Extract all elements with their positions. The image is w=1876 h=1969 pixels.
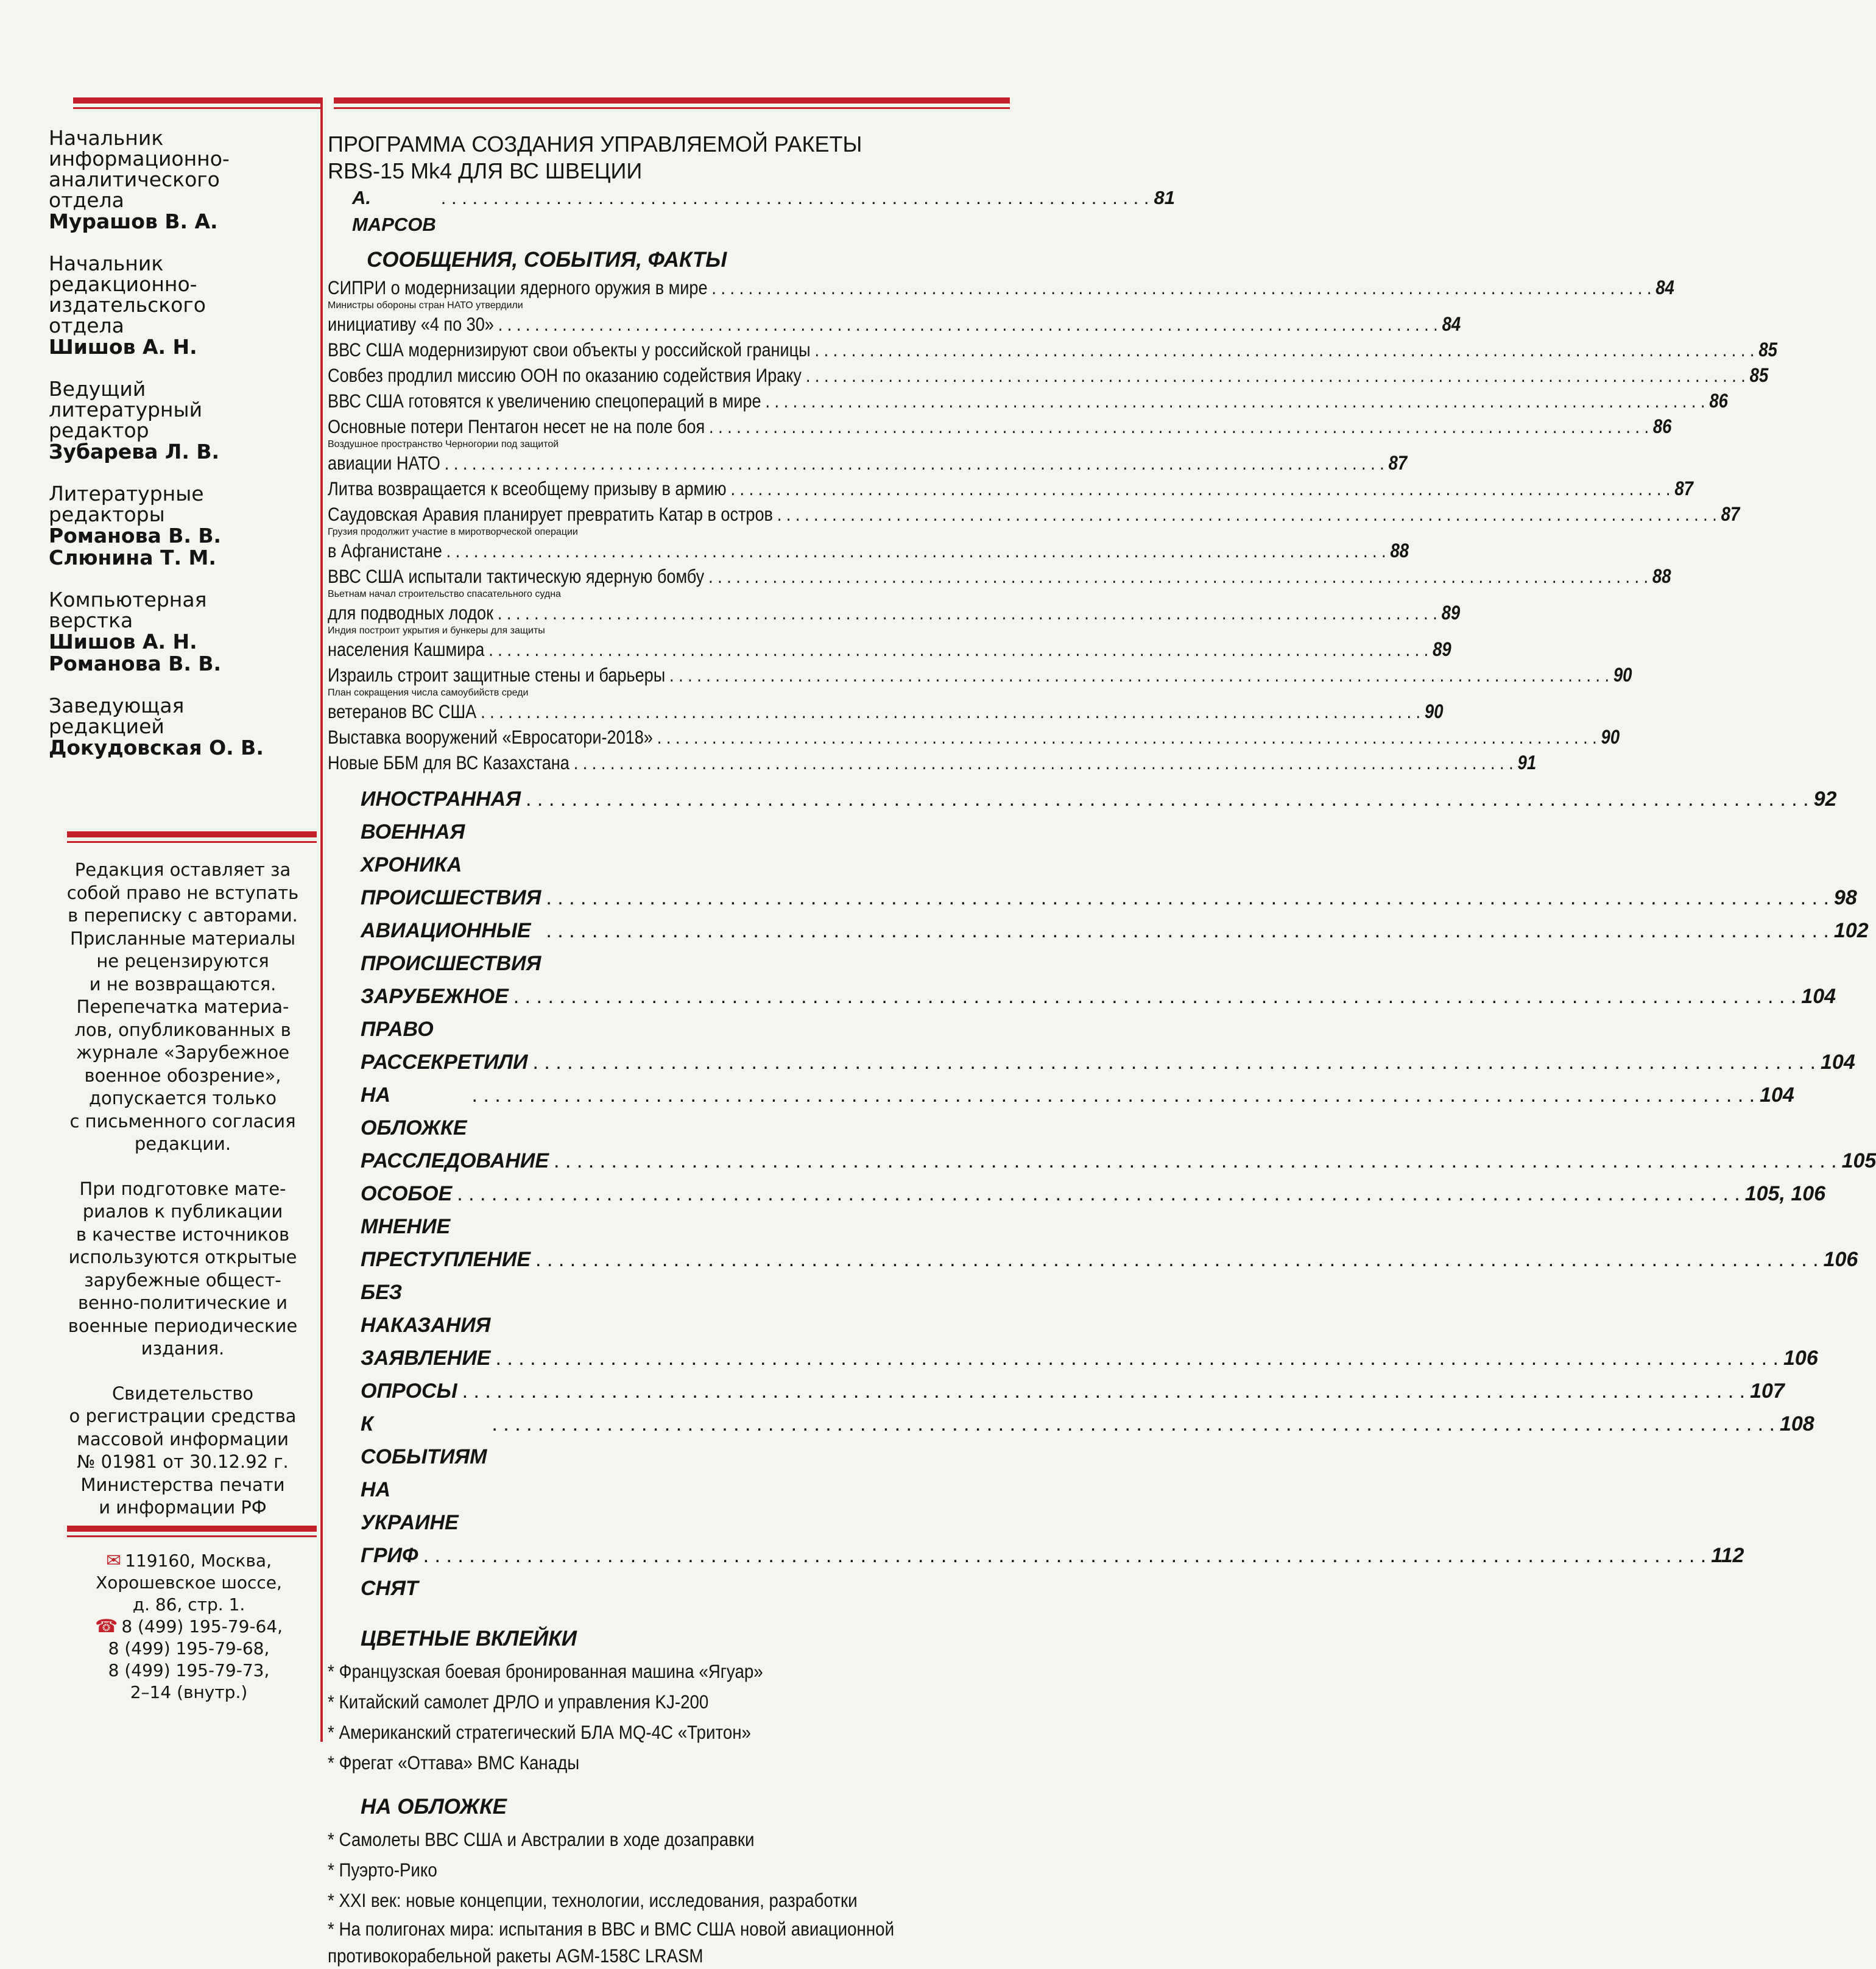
- leader-dots: [446, 538, 1386, 563]
- toc-rubric-row[interactable]: [328, 1177, 1826, 1243]
- note-line: собой право не вступать: [66, 882, 299, 903]
- toc-rubric-title: ОПРОСЫ: [361, 1379, 457, 1403]
- note-line: № 01981 от 30.12.92 г.: [77, 1451, 289, 1472]
- inserts-heading: ЦВЕТНЫЕ ВКЛЕЙКИ: [361, 1627, 577, 1650]
- column-divider: [320, 97, 323, 1742]
- note-line: Редакция оставляет за: [74, 859, 291, 880]
- toc-news-line: Индия построит укрытия и бункеры для защиты: [328, 625, 545, 636]
- toc-news-item[interactable]: [328, 527, 1409, 563]
- staff-role-line: аналитического: [49, 167, 220, 191]
- toc-news-title: Литва возвращается к всеобщему призыву в армию: [328, 477, 727, 499]
- leader-dots: [492, 1407, 1775, 1440]
- address-line-2: Хорошевское шоссе,: [96, 1573, 282, 1593]
- leader-dots: [777, 501, 1717, 527]
- leader-dots: [806, 362, 1746, 388]
- leader-dots: [526, 783, 1809, 815]
- toc-news-page: 88: [1652, 565, 1671, 587]
- insert-item: * Французская боевая бронированная машина «Ягуар»: [328, 1660, 763, 1682]
- toc-rubric-title: ОСОБОЕ МНЕНИЕ: [361, 1182, 453, 1238]
- toc-news-row: [328, 476, 1693, 501]
- toc-rubric-title: ИНОСТРАННАЯ ВОЕННАЯ ХРОНИКА: [361, 787, 521, 876]
- toc-rubric-page: 108: [1779, 1412, 1814, 1435]
- toc-news-row: [328, 450, 1408, 476]
- leader-dots: [445, 450, 1384, 476]
- staff-role-line: отдела: [49, 314, 124, 337]
- toc-news-title: авиации НАТО: [328, 452, 440, 474]
- staff-role-line: Литературные: [49, 482, 204, 505]
- article-author-row[interactable]: [328, 185, 1175, 238]
- contacts: [61, 1550, 317, 1703]
- leader-dots: [462, 1375, 1746, 1407]
- toc-news-row: [328, 501, 1740, 527]
- toc-news-page: 90: [1601, 726, 1620, 748]
- toc-news-title: Основные потери Пентагон несет не на поле боя: [328, 415, 705, 437]
- toc-news-line: План сокращения числа самоубийств среди: [328, 688, 529, 698]
- leader-dots: [574, 750, 1514, 775]
- leader-dots: [657, 724, 1597, 750]
- note-line: Министерства печати: [80, 1474, 285, 1495]
- toc-rubric-page: 104: [1801, 985, 1836, 1008]
- toc-news-item[interactable]: [328, 388, 1728, 414]
- article-title-line-2[interactable]: RBS-15 Mk4 ДЛЯ ВС ШВЕЦИИ: [328, 158, 643, 183]
- staff-block: [49, 484, 311, 569]
- toc-news-item[interactable]: [328, 439, 1408, 476]
- toc-rubric-row[interactable]: [328, 914, 1869, 980]
- address-line-3: д. 86, стр. 1.: [132, 1594, 245, 1615]
- toc-news-page: 85: [1758, 339, 1777, 361]
- leader-dots: [669, 662, 1609, 688]
- note-paragraph: [49, 1178, 317, 1361]
- toc-news-title: в Афганистане: [328, 540, 442, 562]
- toc-news-title: Новые ББМ для ВС Казахстана: [328, 752, 570, 773]
- toc-news-page: 85: [1749, 364, 1769, 386]
- top-rule-right: [334, 97, 1010, 104]
- toc-news-row: [328, 636, 1451, 662]
- toc-news-item[interactable]: [328, 275, 1674, 300]
- toc-news-item[interactable]: [328, 501, 1740, 527]
- phone-icon: ☎: [94, 1616, 118, 1637]
- top-rule-thin-left: [73, 107, 323, 109]
- toc-news-page: 87: [1721, 503, 1740, 525]
- note-line: Свидетельство: [111, 1383, 254, 1404]
- toc-news-item[interactable]: [328, 662, 1632, 688]
- note-line: используются открытые: [68, 1247, 297, 1267]
- note-line: журнале «Зарубежное: [76, 1042, 290, 1063]
- staff-role-line: Начальник: [49, 126, 164, 150]
- toc-news-line: Грузия продолжит участие в миротворческой операции: [328, 527, 578, 537]
- inserts-list: [328, 1656, 998, 1778]
- note-line: При подготовке мате-: [79, 1178, 286, 1199]
- toc-news-title: ВВС США модернизируют свои объекты у российской границы: [328, 339, 811, 361]
- toc-news-item[interactable]: [328, 563, 1671, 589]
- toc-rubric-page: 104: [1760, 1083, 1794, 1107]
- toc-news-title: Выставка вооружений «Евросатори-2018»: [328, 726, 653, 748]
- staff-role-line: Ведущий: [49, 377, 146, 401]
- toc-news-item[interactable]: [328, 724, 1620, 750]
- toc-news-page: 86: [1709, 390, 1728, 412]
- staff-name: Романова В. В.: [49, 524, 222, 548]
- toc-news-row: [328, 414, 1672, 439]
- cover-item: * XXI век: новые концепции, технологии, исследования, разработки: [328, 1889, 858, 1911]
- note-line: с письменного согласия: [69, 1110, 296, 1132]
- toc-news-page: 87: [1674, 477, 1693, 499]
- article-title-line-1[interactable]: ПРОГРАММА СОЗДАНИЯ УПРАВЛЯЕМОЙ РАКЕТЫ: [328, 132, 862, 157]
- toc-rubric-title: РАССЕКРЕТИЛИ: [361, 1051, 528, 1074]
- staff-role-line: Компьютерная: [49, 588, 207, 611]
- staff-block: [49, 253, 311, 358]
- toc-news-row: [328, 750, 1537, 775]
- staff-name: Шишов А. Н.: [49, 335, 197, 359]
- toc-news-item[interactable]: [328, 476, 1693, 501]
- staff-role-line: отдела: [49, 188, 124, 212]
- envelope-icon: ✉: [106, 1550, 122, 1571]
- toc-news-row: [328, 311, 1461, 337]
- toc-news-item[interactable]: [328, 414, 1672, 439]
- note-paragraph: [49, 1383, 317, 1520]
- toc-news-row: [328, 362, 1769, 388]
- note-line: о регистрации средства: [69, 1406, 297, 1426]
- news-list: [328, 275, 1777, 775]
- toc-rubric-row[interactable]: [328, 1375, 1785, 1407]
- toc-news-page: 84: [1656, 277, 1674, 298]
- staff-role-line: Заведующая: [49, 694, 185, 717]
- toc-news-page: 89: [1433, 638, 1451, 660]
- toc-news-title: ветеранов ВС США: [328, 700, 477, 722]
- leader-dots: [457, 1177, 1740, 1210]
- note-line: риалов к публикации: [82, 1201, 283, 1222]
- leader-dots: [498, 311, 1438, 337]
- note-line: Перепечатка материа-: [76, 996, 289, 1017]
- note-line: в переписку с авторами.: [68, 905, 298, 926]
- leader-dots: [488, 636, 1428, 662]
- toc-news-row: [328, 388, 1728, 414]
- staff-name: Романова В. В.: [49, 652, 222, 675]
- cover-heading: НА ОБЛОЖКЕ: [361, 1795, 507, 1819]
- leader-dots: [481, 699, 1420, 724]
- toc-news-title: СИПРИ о модернизации ядерного оружия в мире: [328, 277, 708, 298]
- toc-rubric-row[interactable]: [328, 881, 1857, 914]
- note-paragraph: [49, 859, 317, 1156]
- toc-rubric-row[interactable]: [328, 980, 1836, 1046]
- leader-dots: [423, 1539, 1707, 1572]
- toc-news-page: 88: [1390, 540, 1409, 562]
- toc-news-row: [328, 538, 1409, 563]
- toc-news-row: [328, 337, 1777, 362]
- insert-item: * Китайский самолет ДРЛО и управления KJ-200: [328, 1691, 709, 1713]
- toc-news-line: Вьетнам начал строительство спасательного судна: [328, 589, 561, 599]
- toc-news-row: [328, 600, 1461, 625]
- leader-dots: [532, 1046, 1816, 1079]
- insert-item: * Фрегат «Оттава» ВМС Канады: [328, 1752, 580, 1774]
- top-rule-thin-right: [334, 107, 1010, 109]
- toc-rubric-page: 105, 106: [1744, 1182, 1826, 1205]
- left-mid-rule: [67, 831, 317, 837]
- toc-news-title: инициативу «4 по 30»: [328, 313, 494, 335]
- staff-name: Шишов А. Н.: [49, 630, 197, 653]
- note-line: венно-политические и: [77, 1292, 288, 1313]
- toc-rubric-title: ПРОИСШЕСТВИЯ: [361, 886, 541, 909]
- toc-rubric-page: 106: [1823, 1248, 1858, 1271]
- note-line: и не возвращаются.: [89, 973, 277, 995]
- toc-rubric-row[interactable]: [328, 1046, 1855, 1079]
- toc-rubric-title: ЗАЯВЛЕНИЕ: [361, 1347, 491, 1370]
- leader-dots: . . . . . . . . . . . . . . . . . . . . . . . . . . . . . . . . . . . . . . . . . . . . . . . . . . . . . . . . . . . . . . . . . . . .: [440, 187, 1149, 208]
- toc-rubric-row[interactable]: [328, 1407, 1814, 1539]
- toc-news-title: населения Кашмира: [328, 638, 485, 660]
- staff-role-line: литературный: [49, 398, 203, 421]
- left-mid-rule-thin: [67, 841, 317, 843]
- toc-news-page: 89: [1441, 602, 1461, 624]
- toc-rubric-title: К СОБЫТИЯМ НА УКРАИНЕ: [361, 1412, 487, 1534]
- cover-item: * Пуэрто-Рико: [328, 1859, 437, 1881]
- note-line: редакции.: [134, 1133, 231, 1154]
- staff-role-line: редакционно-: [49, 272, 197, 296]
- leader-dots: [472, 1079, 1755, 1111]
- cover-list: [328, 1824, 998, 1969]
- staff-block: [49, 379, 311, 463]
- staff-name: Докудовская О. В.: [49, 736, 264, 759]
- staff-role-line: редакторы: [49, 502, 165, 526]
- toc-news-item[interactable]: [328, 589, 1461, 625]
- rubrics-list: [328, 783, 1876, 1605]
- note-line: Присланные материалы: [69, 928, 296, 949]
- toc-rubric-title: ПРЕСТУПЛЕНИЕ БЕЗ НАКАЗАНИЯ: [361, 1248, 531, 1337]
- phone-line-2: 8 (499) 195-79-68,: [108, 1638, 270, 1658]
- top-rule-left: [73, 97, 323, 104]
- toc-news-row: [328, 662, 1632, 688]
- news-heading: СООБЩЕНИЯ, СОБЫТИЯ, ФАКТЫ: [367, 248, 727, 272]
- leader-dots: [498, 600, 1437, 625]
- leader-dots: [535, 1243, 1819, 1276]
- leader-dots: [708, 563, 1648, 589]
- staff-name: Мурашов В. А.: [49, 210, 218, 233]
- staff-name: Зубарева Л. В.: [49, 440, 220, 463]
- address-line-1: ✉ 119160, Москва,: [106, 1550, 272, 1571]
- toc-news-row: [328, 724, 1620, 750]
- note-line: издания.: [141, 1338, 225, 1359]
- staff-role-line: редактор: [49, 418, 149, 442]
- article-author: А. МАРСОВ: [352, 187, 436, 235]
- toc-rubric-row[interactable]: [328, 1079, 1794, 1144]
- toc-rubric-title: ЗАРУБЕЖНОЕ ПРАВО: [361, 985, 509, 1041]
- staff-block: [49, 590, 311, 675]
- toc-rubric-page: 104: [1821, 1051, 1855, 1074]
- toc-news-line: Воздушное пространство Черногории под защитой: [328, 439, 559, 449]
- phone-line-4: 2–14 (внутр.): [130, 1682, 248, 1702]
- toc-rubric-row[interactable]: [328, 1243, 1858, 1342]
- toc-rubric-title: ГРИФ СНЯТ: [361, 1544, 418, 1600]
- toc-news-item[interactable]: [328, 688, 1444, 724]
- toc-rubric-row[interactable]: [328, 1342, 1818, 1375]
- toc-news-title: для подводных лодок: [328, 602, 493, 624]
- article-page: 81: [1154, 187, 1175, 208]
- toc-news-title: Саудовская Аравия планирует превратить Катар в остров: [328, 503, 773, 525]
- toc-news-page: 84: [1442, 313, 1461, 335]
- note-line: не рецензируются: [96, 951, 269, 971]
- cover-item: * Самолеты ВВС США и Австралии в ходе дозаправки: [328, 1828, 755, 1850]
- toc-rubric-row[interactable]: [328, 783, 1837, 881]
- toc-rubric-page: 105: [1841, 1149, 1876, 1172]
- toc-rubric-page: 107: [1750, 1379, 1785, 1403]
- toc-news-page: 90: [1613, 664, 1632, 686]
- toc-news-item[interactable]: [328, 625, 1451, 662]
- leader-dots: [495, 1342, 1779, 1375]
- toc-rubric-row[interactable]: [328, 1539, 1744, 1605]
- phone-line-3: 8 (499) 195-79-73,: [108, 1660, 270, 1680]
- toc-rubric-title: НА ОБЛОЖКЕ: [361, 1083, 467, 1139]
- leader-dots: [554, 1144, 1837, 1177]
- note-line: военное обозрение»,: [84, 1065, 281, 1086]
- toc-news-line: Министры обороны стран НАТО утвердили: [328, 300, 523, 311]
- table-of-contents: [328, 131, 1876, 1969]
- staff-list: [49, 128, 311, 780]
- insert-item: * Американский стратегический БЛА MQ-4C «Тритон»: [328, 1721, 751, 1743]
- note-line: и информации РФ: [99, 1497, 267, 1518]
- leader-dots: [513, 980, 1797, 1013]
- toc-news-item[interactable]: [328, 300, 1461, 337]
- leader-dots: [546, 881, 1829, 914]
- staff-role-line: верстка: [49, 608, 133, 632]
- toc-news-page: 90: [1424, 700, 1444, 722]
- leader-dots: [709, 414, 1649, 439]
- toc-rubric-page: 102: [1833, 919, 1869, 942]
- note-line: зарубежные общест-: [84, 1269, 281, 1291]
- toc-rubric-row[interactable]: [328, 1144, 1876, 1177]
- note-line: лов, опубликованных в: [74, 1019, 291, 1040]
- staff-block: [49, 128, 311, 233]
- toc-rubric-title: РАССЛЕДОВАНИЕ: [361, 1149, 549, 1172]
- toc-news-title: Израиль строит защитные стены и барьеры: [328, 664, 666, 686]
- toc-news-page: 86: [1652, 415, 1672, 437]
- editorial-notes: [49, 859, 317, 1541]
- staff-name: Слюнина Т. М.: [49, 546, 216, 569]
- toc-rubric-title: АВИАЦИОННЫЕ ПРОИСШЕСТВИЯ: [361, 919, 541, 975]
- cover-item: * На полигонах мира: испытания в ВВС и ВМС США новой авиационной противокорабельной ракеты AGM-158C LRASM: [328, 1918, 895, 1967]
- leader-dots: [711, 275, 1651, 300]
- toc-news-row: [328, 275, 1674, 300]
- leader-dots: [766, 388, 1705, 414]
- toc-news-page: 91: [1517, 752, 1537, 773]
- staff-role-line: издательского: [49, 293, 206, 317]
- toc-rubric-page: 106: [1783, 1347, 1818, 1370]
- toc-news-title: ВВС США испытали тактическую ядерную бомбу: [328, 565, 705, 587]
- note-line: в качестве источников: [76, 1224, 290, 1245]
- note-line: военные периодические: [68, 1315, 298, 1336]
- staff-role-line: Начальник: [49, 252, 164, 275]
- toc-news-row: [328, 563, 1671, 589]
- phone-line-1: ☎ 8 (499) 195-79-64,: [94, 1616, 283, 1637]
- toc-news-title: Совбез продлил миссию ООН по оказанию содействия Ираку: [328, 364, 802, 386]
- toc-news-item[interactable]: [328, 362, 1769, 388]
- staff-block: [49, 696, 311, 759]
- staff-role-line: информационно-: [49, 147, 230, 171]
- toc-rubric-page: 92: [1813, 787, 1837, 811]
- note-line: допускается только: [88, 1088, 277, 1108]
- leader-dots: [815, 337, 1755, 362]
- toc-rubric-page: 98: [1833, 886, 1857, 909]
- toc-rubric-page: 112: [1711, 1544, 1744, 1567]
- toc-news-item[interactable]: [328, 337, 1777, 362]
- note-line: массовой информации: [76, 1428, 289, 1449]
- toc-news-row: [328, 699, 1444, 724]
- toc-news-item[interactable]: [328, 750, 1537, 775]
- leader-dots: [546, 914, 1829, 947]
- staff-role-line: редакцией: [49, 714, 164, 738]
- leader-dots: [731, 476, 1671, 501]
- toc-news-page: 87: [1388, 452, 1408, 474]
- toc-news-title: ВВС США готовятся к увеличению спецопераций в мире: [328, 390, 761, 412]
